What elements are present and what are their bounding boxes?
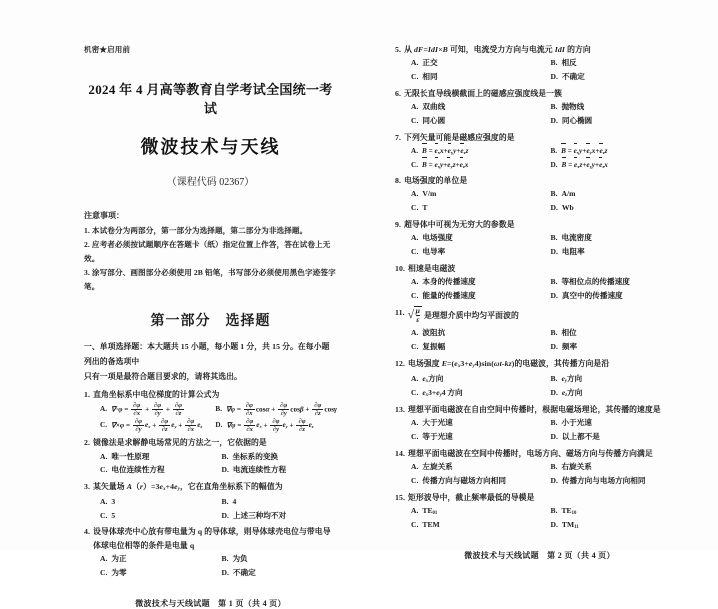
option-a[interactable] [411, 188, 545, 201]
question-4-number: 4. [84, 527, 91, 537]
option-a-text: 3 [111, 496, 116, 506]
question-4-options [100, 553, 337, 580]
question-12 [395, 357, 684, 399]
question-7-stem-row [395, 131, 684, 144]
question-4 [84, 525, 337, 579]
option-b-text: 相位 [561, 328, 577, 338]
option-b-letter: B. [215, 405, 222, 414]
option-b-letter: B. [550, 417, 558, 427]
question-9-number: 9. [395, 219, 402, 229]
option-b-letter: B. [221, 451, 229, 461]
option-a-letter: A. [411, 461, 419, 471]
square-root-icon: √ $\frac{\mu}{\varepsilon}$ [408, 306, 422, 326]
option-c[interactable] [411, 341, 545, 354]
option-c-letter: C. [411, 247, 419, 257]
question-4-stem-row [84, 525, 337, 552]
question-9 [395, 218, 684, 259]
option-a-text: 双曲线 [422, 102, 446, 112]
question-9-stem-row [395, 218, 684, 231]
option-d-formula: ∇φ = $\frac{\partial\varphi}{\partial x}$ $e_x$ + $\frac{\partial\varphi}{\partial y}$ $e_y$ + $\frac{\partial\varphi}{\partial z}$ $e_z$ [226, 418, 314, 434]
option-c-text: 为零 [111, 567, 127, 577]
option-d-text: 电流连续性方程 [232, 465, 287, 475]
option-d-letter: D. [550, 342, 558, 352]
option-c[interactable] [411, 387, 545, 400]
option-c[interactable] [100, 510, 216, 523]
question-2 [84, 436, 337, 477]
option-a-formula: ∇·φ = $\frac{\partial\varphi}{\partial x}$ + $\frac{\partial\varphi}{\partial y}$ + $\frac{\partial\varphi}{\partial z}$ [111, 401, 182, 417]
option-c-text: 电导率 [422, 247, 446, 257]
option-d-letter: D. [550, 475, 558, 485]
option-b-text: $TE_{10}$ [561, 506, 577, 517]
notice-title: 注意事项： [84, 211, 124, 220]
question-11 [395, 306, 684, 354]
option-b-letter: B. [221, 553, 229, 563]
option-b-text: 等相位点的传播速度 [561, 277, 630, 287]
option-d-text: 不确定 [561, 72, 585, 82]
option-b-text: 电流密度 [561, 233, 592, 243]
option-d-letter: D. [221, 567, 229, 577]
option-d[interactable] [551, 387, 685, 400]
option-b-letter: B. [550, 373, 558, 383]
question-6 [395, 87, 684, 128]
course-title: 微波技术与天线 [140, 137, 281, 157]
option-d[interactable] [551, 519, 685, 532]
part-one-title: 第一部分 选择题 [150, 314, 271, 330]
option-b[interactable] [551, 461, 685, 474]
option-a[interactable] [100, 496, 216, 509]
section-intro-line-1: 一、单项选择题：本大题共 15 小题，每小题 1 分，共 15 分。在每小题列出的备选项中 [84, 342, 330, 366]
option-b-letter: B. [550, 189, 558, 199]
option-a-text: 波阻抗 [422, 328, 446, 338]
question-5-number: 5. [395, 45, 402, 54]
option-b[interactable] [551, 188, 685, 201]
option-d-letter: D. [550, 116, 558, 126]
option-a[interactable] [411, 505, 545, 518]
option-a[interactable] [411, 417, 545, 430]
option-c[interactable] [411, 202, 545, 215]
option-c-letter: C. [100, 510, 108, 520]
option-c-text: 复振幅 [422, 342, 446, 352]
question-3-number: 3. [84, 482, 91, 492]
option-a-letter: A. [411, 189, 419, 199]
option-a[interactable] [411, 101, 545, 114]
option-a-letter: A. [100, 405, 107, 414]
option-c[interactable] [411, 431, 545, 444]
question-2-text: 镜像法是求解静电场常见的方法之一，它依据的是 [93, 438, 267, 448]
question-14-stem-row [395, 447, 684, 460]
option-b-text: 右旋关系 [561, 461, 592, 471]
option-c-text: 传播方向与磁场方向相同 [422, 475, 506, 485]
question-10-number: 10. [395, 263, 406, 273]
option-a-text: 为正 [111, 553, 127, 563]
question-2-number: 2. [84, 438, 91, 448]
option-c-letter: C. [411, 160, 418, 169]
option-d[interactable] [222, 464, 338, 477]
question-7 [395, 131, 684, 171]
question-6-number: 6. [395, 89, 402, 99]
question-12-text: 电场强度 $E=(e_x3+e_y4)\sin(\omega t-kz)$的电磁波，其传播方向是沿 [408, 359, 610, 370]
question-14-number: 14. [395, 448, 406, 458]
question-13-stem-row [395, 403, 684, 416]
question-1 [84, 388, 337, 434]
option-d-letter: D. [550, 203, 558, 212]
option-d-letter: D. [550, 160, 558, 169]
question-3-stem-row [84, 480, 337, 494]
option-c[interactable] [411, 115, 545, 128]
option-b[interactable] [551, 145, 685, 157]
option-a-letter: A. [411, 233, 419, 243]
option-a-formula: $B = e_xx+e_yy+e_zz$ [422, 145, 468, 157]
option-a-letter: A. [411, 417, 419, 427]
question-14 [395, 447, 684, 488]
option-b-letter: B. [550, 147, 558, 156]
question-6-options [411, 101, 684, 128]
option-a-text: 唯一性原理 [111, 451, 150, 461]
option-b[interactable] [551, 505, 685, 518]
option-d-text: 传播方向与电场方向相同 [561, 475, 646, 485]
question-2-options [100, 451, 337, 478]
option-a[interactable] [411, 57, 545, 70]
option-c-text: 等于光速 [422, 431, 453, 441]
option-b-text: A/m [561, 189, 576, 199]
option-b-letter: B. [550, 277, 558, 287]
question-3 [84, 480, 337, 522]
option-c-formula: ∇×φ = $\frac{\partial\varphi}{\partial y}$ $e_x$ + $\frac{\partial\varphi}{\partial z}$ $e_y$ + $\frac{\partial\varphi}{\partial x}$ $e_z$ [111, 418, 203, 434]
question-7-options [411, 145, 684, 170]
notice-item-1: 1. 本试卷分为两部分，第一部分为选择题，第二部分为非选择题。 [84, 226, 308, 235]
option-a-letter: A. [411, 147, 418, 156]
option-d-letter: D. [550, 291, 558, 301]
option-c-letter: C. [411, 387, 419, 397]
option-b-text: $e_y$方向 [561, 373, 583, 384]
page-1-footer: 微波技术与天线试题 第 1 页（共 4 页） [135, 598, 286, 608]
option-d-text: 频率 [561, 342, 578, 352]
option-c-text: 相同 [422, 72, 438, 82]
question-15-text: 矩形波导中，截止频率最低的导模是 [408, 492, 535, 502]
option-b-text: 抛物线 [561, 102, 585, 112]
option-a-text: 大于光速 [422, 417, 453, 427]
option-d[interactable] [222, 510, 338, 523]
option-d-text: Wb [561, 203, 574, 212]
option-a[interactable] [411, 145, 545, 157]
question-15-stem-row [395, 491, 684, 504]
exam-page-2 [359, 0, 718, 561]
question-10-options [411, 276, 684, 303]
option-c-letter: C. [411, 72, 419, 82]
option-b-letter: B. [550, 506, 558, 516]
option-a-text: 电场强度 [422, 233, 453, 243]
option-b-letter: B. [550, 233, 558, 243]
option-a-letter: A. [411, 102, 419, 112]
option-a-text: $e_x$方向 [422, 373, 444, 384]
question-12-number: 12. [395, 359, 406, 369]
option-b-letter: B. [550, 328, 558, 338]
question-2-stem-row [84, 436, 337, 449]
option-c-letter: C. [411, 342, 419, 352]
option-b-letter: B. [550, 461, 558, 471]
option-a-letter: A. [411, 373, 419, 383]
option-b[interactable] [551, 232, 685, 245]
option-c[interactable] [411, 246, 545, 259]
option-a[interactable] [100, 553, 216, 566]
question-1-text: 直角坐标系中电位梯度的计算公式为 [93, 389, 220, 399]
question-8-stem-row [395, 174, 684, 187]
option-c[interactable] [411, 290, 545, 303]
option-d-letter: D. [215, 421, 223, 430]
question-1-number: 1. [84, 389, 91, 399]
option-a[interactable] [411, 461, 545, 474]
option-b[interactable] [551, 373, 685, 386]
option-a-text: V/m [422, 189, 437, 199]
question-6-stem-row [395, 87, 684, 100]
option-c-letter: C. [100, 465, 108, 475]
question-6-text: 无限长直导线横截面上的磁感应强度线是一簇 [404, 89, 562, 99]
option-a-letter: A. [411, 277, 419, 287]
option-a-letter: A. [100, 451, 108, 461]
question-11-number: 11. [395, 308, 405, 318]
option-d[interactable] [551, 115, 685, 128]
option-a[interactable] [411, 373, 545, 386]
exam-title: 2024 年 4 月高等教育自学考试全国统一考试 [88, 82, 333, 116]
option-b-formula: $B = e_xy+e_yx+e_zz$ [561, 145, 607, 157]
option-c-letter: C. [411, 291, 419, 301]
option-d-text: $TM_{11}$ [561, 520, 579, 531]
option-c-text: 电位连续性方程 [111, 465, 165, 475]
option-d-letter: D. [221, 510, 229, 520]
option-d-letter: D. [550, 387, 558, 397]
option-b[interactable] [551, 57, 685, 70]
option-d[interactable] [551, 71, 685, 84]
question-13 [395, 403, 684, 444]
option-d[interactable] [551, 431, 685, 444]
option-d[interactable] [551, 341, 685, 354]
option-d-text: 真空中的传播速度 [561, 291, 623, 301]
question-15 [395, 491, 684, 532]
question-4-text: 设导体球壳中心放有带电量为 q 的导体球，则导体球壳电位与带电导体球电位相等的条件是电量 q [93, 527, 331, 550]
option-d[interactable] [551, 475, 685, 488]
option-d-text: $e_z$方向 [561, 387, 583, 398]
option-d-formula: $B = e_xz+e_yy+e_zx$ [562, 159, 608, 171]
option-b[interactable] [215, 402, 337, 417]
option-c[interactable] [411, 71, 545, 84]
question-8-text: 电场强度的单位是 [404, 175, 468, 185]
option-d-text: 电阻率 [561, 247, 585, 257]
option-b[interactable] [222, 496, 338, 509]
notice-item-2: 2. 应考者必须按试题顺序在答题卡（纸）指定位置上作答，答在试卷上无效。 [84, 240, 331, 264]
option-b[interactable] [551, 417, 685, 430]
question-10-stem-row [395, 262, 684, 275]
option-c-formula: $B = e_xy+e_yz+e_zx$ [422, 159, 468, 171]
notice-item-3: 3. 涂写部分、画图部分必须使用 2B 铅笔，书写部分必须使用黑色字迹签字笔。 [84, 268, 336, 292]
option-a-text: 本身的传播速度 [422, 277, 476, 287]
option-b[interactable] [551, 276, 685, 289]
option-c-letter: C. [100, 567, 108, 577]
question-12-stem-row [395, 357, 684, 371]
section-intro-line-2: 只有一项是最符合题目要求的，请将其选出。 [84, 372, 242, 382]
option-c[interactable] [411, 159, 545, 171]
option-c-text: T [422, 203, 428, 212]
option-a-text: 正交 [422, 58, 438, 68]
course-code: （课程代码 02367） [166, 177, 255, 188]
question-3-options [100, 496, 337, 523]
option-a[interactable] [100, 451, 216, 464]
option-b[interactable] [222, 451, 338, 464]
option-b-text: 相反 [561, 58, 577, 68]
question-10 [395, 262, 684, 303]
question-15-number: 15. [395, 492, 406, 502]
option-a[interactable] [100, 402, 209, 417]
option-d-letter: D. [550, 431, 558, 441]
option-c-text: 同心圆 [422, 116, 446, 126]
option-c-letter: C. [411, 431, 419, 441]
option-b[interactable] [551, 327, 685, 340]
question-7-text: 下列矢量可能是磁感应强度的是 [404, 133, 515, 143]
option-a-letter: A. [100, 496, 108, 506]
option-d-text: 不确定 [232, 567, 256, 577]
question-9-text: 超导体中可视为无穷大的参数是 [404, 219, 515, 229]
option-c-letter: C. [100, 421, 107, 430]
question-5 [395, 43, 684, 84]
option-c-text: TEM [422, 520, 440, 530]
option-c-text: $e_x3+e_y4$ 方向 [422, 387, 463, 398]
question-12-options [411, 373, 684, 400]
option-d-letter: D. [550, 520, 558, 530]
option-a-text: $TE_{01}$ [422, 506, 438, 517]
option-c-letter: C. [411, 520, 419, 530]
option-d[interactable] [551, 202, 685, 215]
question-1-options [100, 402, 337, 434]
option-c[interactable] [411, 475, 545, 488]
option-b-text: 小于光速 [561, 417, 592, 427]
question-9-options [411, 232, 684, 259]
option-a-letter: A. [411, 328, 419, 338]
option-b-text: 4 [232, 496, 237, 506]
option-b-letter: B. [221, 496, 229, 506]
option-a-letter: A. [100, 553, 108, 563]
question-8 [395, 174, 684, 215]
question-5-stem-row [395, 43, 684, 56]
confidential-mark: 机密★启用前 [84, 45, 131, 54]
option-d-letter: D. [221, 465, 229, 475]
question-7-number: 7. [395, 133, 402, 143]
option-c[interactable] [100, 418, 209, 433]
option-d[interactable] [551, 246, 685, 259]
option-d-text: 以上都不是 [561, 431, 600, 441]
question-3-text: 某矢量场 $A(r)=3e_x+4e_y$，它在直角坐标系下的幅值为 [93, 482, 283, 493]
option-b-letter: B. [550, 102, 558, 112]
question-1-stem-row [84, 388, 337, 401]
question-14-text: 理想平面电磁波在空间中传播时，电场方向、磁场方向与传播方向满足 [408, 448, 653, 458]
question-14-options [411, 461, 684, 488]
question-5-text: 从 dF=IdI×B 可知，电流受力方向与电流元 IdI 的方向 [404, 45, 591, 54]
option-d[interactable] [215, 418, 337, 433]
option-b[interactable] [551, 101, 685, 114]
question-13-text: 理想平面电磁波在自由空间中传播时，根据电磁场理论，其传播的速度是 [408, 404, 661, 414]
option-a[interactable] [411, 276, 545, 289]
option-b-text: 为负 [232, 553, 248, 563]
option-d-letter: D. [550, 247, 558, 257]
question-8-number: 8. [395, 175, 402, 185]
option-a[interactable] [411, 232, 545, 245]
option-b-letter: B. [550, 58, 558, 68]
option-d[interactable] [551, 290, 685, 303]
option-c[interactable] [100, 464, 216, 477]
question-13-options [411, 417, 684, 444]
question-11-options [411, 327, 684, 354]
question-15-options [411, 505, 684, 532]
question-11-text: √ $\frac{\mu}{\varepsilon}$ 是理想介质中均匀平面波的 [408, 306, 684, 326]
option-c[interactable] [100, 567, 216, 580]
question-8-options [411, 188, 684, 215]
option-d[interactable] [222, 567, 338, 580]
option-d-letter: D. [550, 72, 558, 82]
page-2-footer: 微波技术与天线试题 第 2 页（共 4 页） [464, 551, 615, 561]
option-d-text: 同心椭圆 [561, 116, 593, 126]
question-13-number: 13. [395, 404, 406, 414]
option-c[interactable] [411, 519, 545, 532]
option-a[interactable] [411, 327, 545, 340]
option-a-letter: A. [411, 58, 419, 68]
option-a-letter: A. [411, 506, 419, 516]
option-b[interactable] [222, 553, 338, 566]
question-11-stem-row [395, 306, 684, 326]
option-a-text: 左旋关系 [422, 461, 453, 471]
option-b-formula: ∇φ = $\frac{\partial\varphi}{\partial x}$ cosα + $\frac{\partial\varphi}{\partial y}$ cosβ + $\frac{\partial\varphi}{\partial z}$ cosγ [226, 401, 337, 417]
exam-page-1 [0, 0, 359, 608]
option-d[interactable] [551, 159, 685, 171]
option-b-text: 坐标系的变换 [232, 451, 279, 461]
option-c-letter: C. [411, 203, 419, 212]
option-c-letter: C. [411, 475, 419, 485]
question-5-options [411, 57, 684, 84]
option-c-letter: C. [411, 116, 419, 126]
option-c-text: 5 [111, 510, 116, 520]
question-10-text: 相速是电磁波 [408, 263, 456, 273]
option-d-text: 上述三种均不对 [232, 510, 287, 520]
option-c-text: 能量的传播速度 [422, 291, 476, 301]
